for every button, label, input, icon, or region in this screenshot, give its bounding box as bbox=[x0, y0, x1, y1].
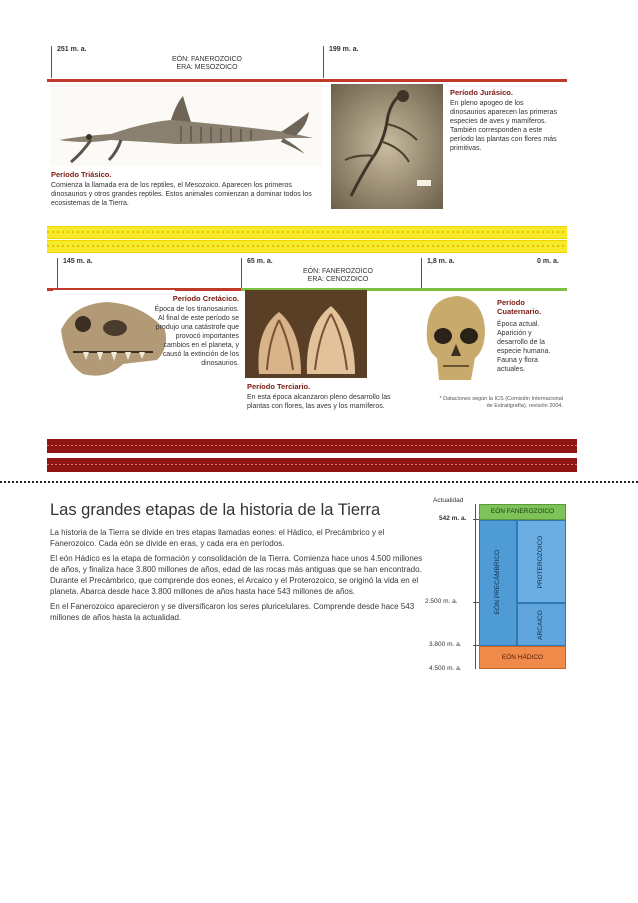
label-3800: 3.800 m. a. bbox=[429, 641, 462, 648]
section-body bbox=[50, 527, 424, 623]
age-0: 0 m. a. bbox=[537, 258, 559, 265]
eon-line1: EÓN: FANEROZOICO bbox=[171, 56, 242, 63]
eon-line2: ERA: CENOZOICO bbox=[307, 276, 369, 283]
archaeopteryx-fossil-image bbox=[331, 84, 443, 209]
paragraph-1: La historia de la Tierra se divide en tres etapas llamadas eones: el Hádico, el Precámbrico y el Fanerozoico. Cada eón se divide en eras, y cada era en períodos. bbox=[50, 528, 385, 548]
human-skull-image bbox=[419, 292, 491, 386]
tick-left bbox=[51, 46, 52, 78]
cretacico-title: Período Cretácico. bbox=[172, 294, 239, 303]
band-fanerozoico-label: EÓN FANEROZOICO bbox=[490, 508, 555, 515]
paragraph-2: El eón Hádico es la etapa de formación y consolidación de la Tierra. Comienza hace unos 4.500 millones de años, y finaliza hace 3.800 millones de años, edad de las rocas más antiguas que se han encontrado. Durante el Precámbrico, que comprende dos eones, el Arcaico y el Proterozoico, se originó la vida en el planeta. Abarca desde hace 3.800 millones de años hasta hace 543 millones de años. bbox=[50, 554, 423, 596]
yellow-divider-2 bbox=[47, 240, 567, 253]
geologic-timeline bbox=[425, 497, 575, 677]
panel-cenozoico bbox=[47, 254, 567, 432]
band-precambrico-label: EÓN PRECÁMBRICO bbox=[494, 549, 501, 615]
label-2500: 2.500 m. a. bbox=[425, 598, 458, 605]
eon-line1: EÓN: FANEROZOICO bbox=[302, 268, 373, 275]
section-title: Las grandes etapas de la historia de la Tierra bbox=[50, 501, 381, 519]
eon-line2: ERA: MESOZOICO bbox=[176, 64, 238, 71]
dotted-separator bbox=[0, 481, 638, 483]
terciario-text: En esta época alcanzaron pleno desarrollo las plantas con flores, las aves y los mamíferos. bbox=[247, 394, 391, 410]
tick-145 bbox=[57, 258, 58, 288]
label-4500: 4.500 m. a. bbox=[429, 665, 462, 672]
panel-mesozoico bbox=[47, 40, 567, 218]
ichthyosaur-fossil-image bbox=[51, 82, 321, 166]
triasico-title: Período Triásico. bbox=[51, 170, 112, 179]
age-145: 145 m. a. bbox=[63, 258, 93, 265]
red-divider-1 bbox=[47, 439, 577, 453]
age-1-8: 1,8 m. a. bbox=[427, 258, 455, 265]
band-proterozoico-label: PROTEROZOICO bbox=[537, 535, 544, 589]
tick-65 bbox=[241, 258, 242, 288]
age-65: 65 m. a. bbox=[247, 258, 273, 265]
cuaternario-text: Época actual. Aparición y desarrollo de la especie humana. Fauna y flora actuales. bbox=[497, 321, 551, 373]
fossil-shells-image bbox=[245, 290, 367, 378]
jurasico-title: Período Jurásico. bbox=[450, 88, 513, 97]
triasico-text: Comienza la llamada era de los reptiles, el Mesozoico. Aparecen los primeros dinosaurios y otros grandes reptiles. Estos animales comienzan a dominar todos los ecosistemas de la Tierra. bbox=[51, 182, 312, 207]
paragraph-3: En el Fanerozoico aparecieron y se diversificaron los seres pluricelulares. Comprende desde hace 543 millones de años hasta la actualidad. bbox=[50, 602, 415, 622]
jurasico-text: En pleno apogeo de los dinosaurios aparecen las primeras especies de aves y mamíferos. También corresponden a este período las plantas con flores más primitivas. bbox=[450, 100, 557, 152]
tick-right bbox=[323, 46, 324, 78]
band-hadico bbox=[479, 646, 566, 669]
label-542: 542 m. a. bbox=[439, 515, 467, 522]
tick-18 bbox=[421, 258, 422, 288]
footnote: * Dataciones según la ICS (Comisión Internacional de Estratigrafía), revisión 2004. bbox=[439, 396, 563, 409]
age-199: 199 m. a. bbox=[329, 46, 359, 53]
band-arcaico-label: ARCAICO bbox=[537, 610, 544, 640]
terciario-title: Período Terciario. bbox=[247, 382, 311, 391]
yellow-divider-1 bbox=[47, 226, 567, 239]
band-hadico-label: EÓN HÁDICO bbox=[501, 654, 544, 661]
band-fanerozoico bbox=[479, 504, 566, 520]
eon-label bbox=[147, 56, 267, 72]
cuaternario-title: Período Cuaternario. bbox=[497, 298, 542, 316]
eon-label-2 bbox=[283, 268, 393, 284]
age-251: 251 m. a. bbox=[57, 46, 87, 53]
cretacico-text: Época de los tiranosaurios. Al final de este período se produjo una catástrofe que provocó importantes cambios en el planeta, y causó la extinción de los dinosaurios. bbox=[154, 306, 239, 367]
red-divider-2 bbox=[47, 458, 577, 472]
label-actualidad: Actualidad bbox=[433, 497, 464, 504]
